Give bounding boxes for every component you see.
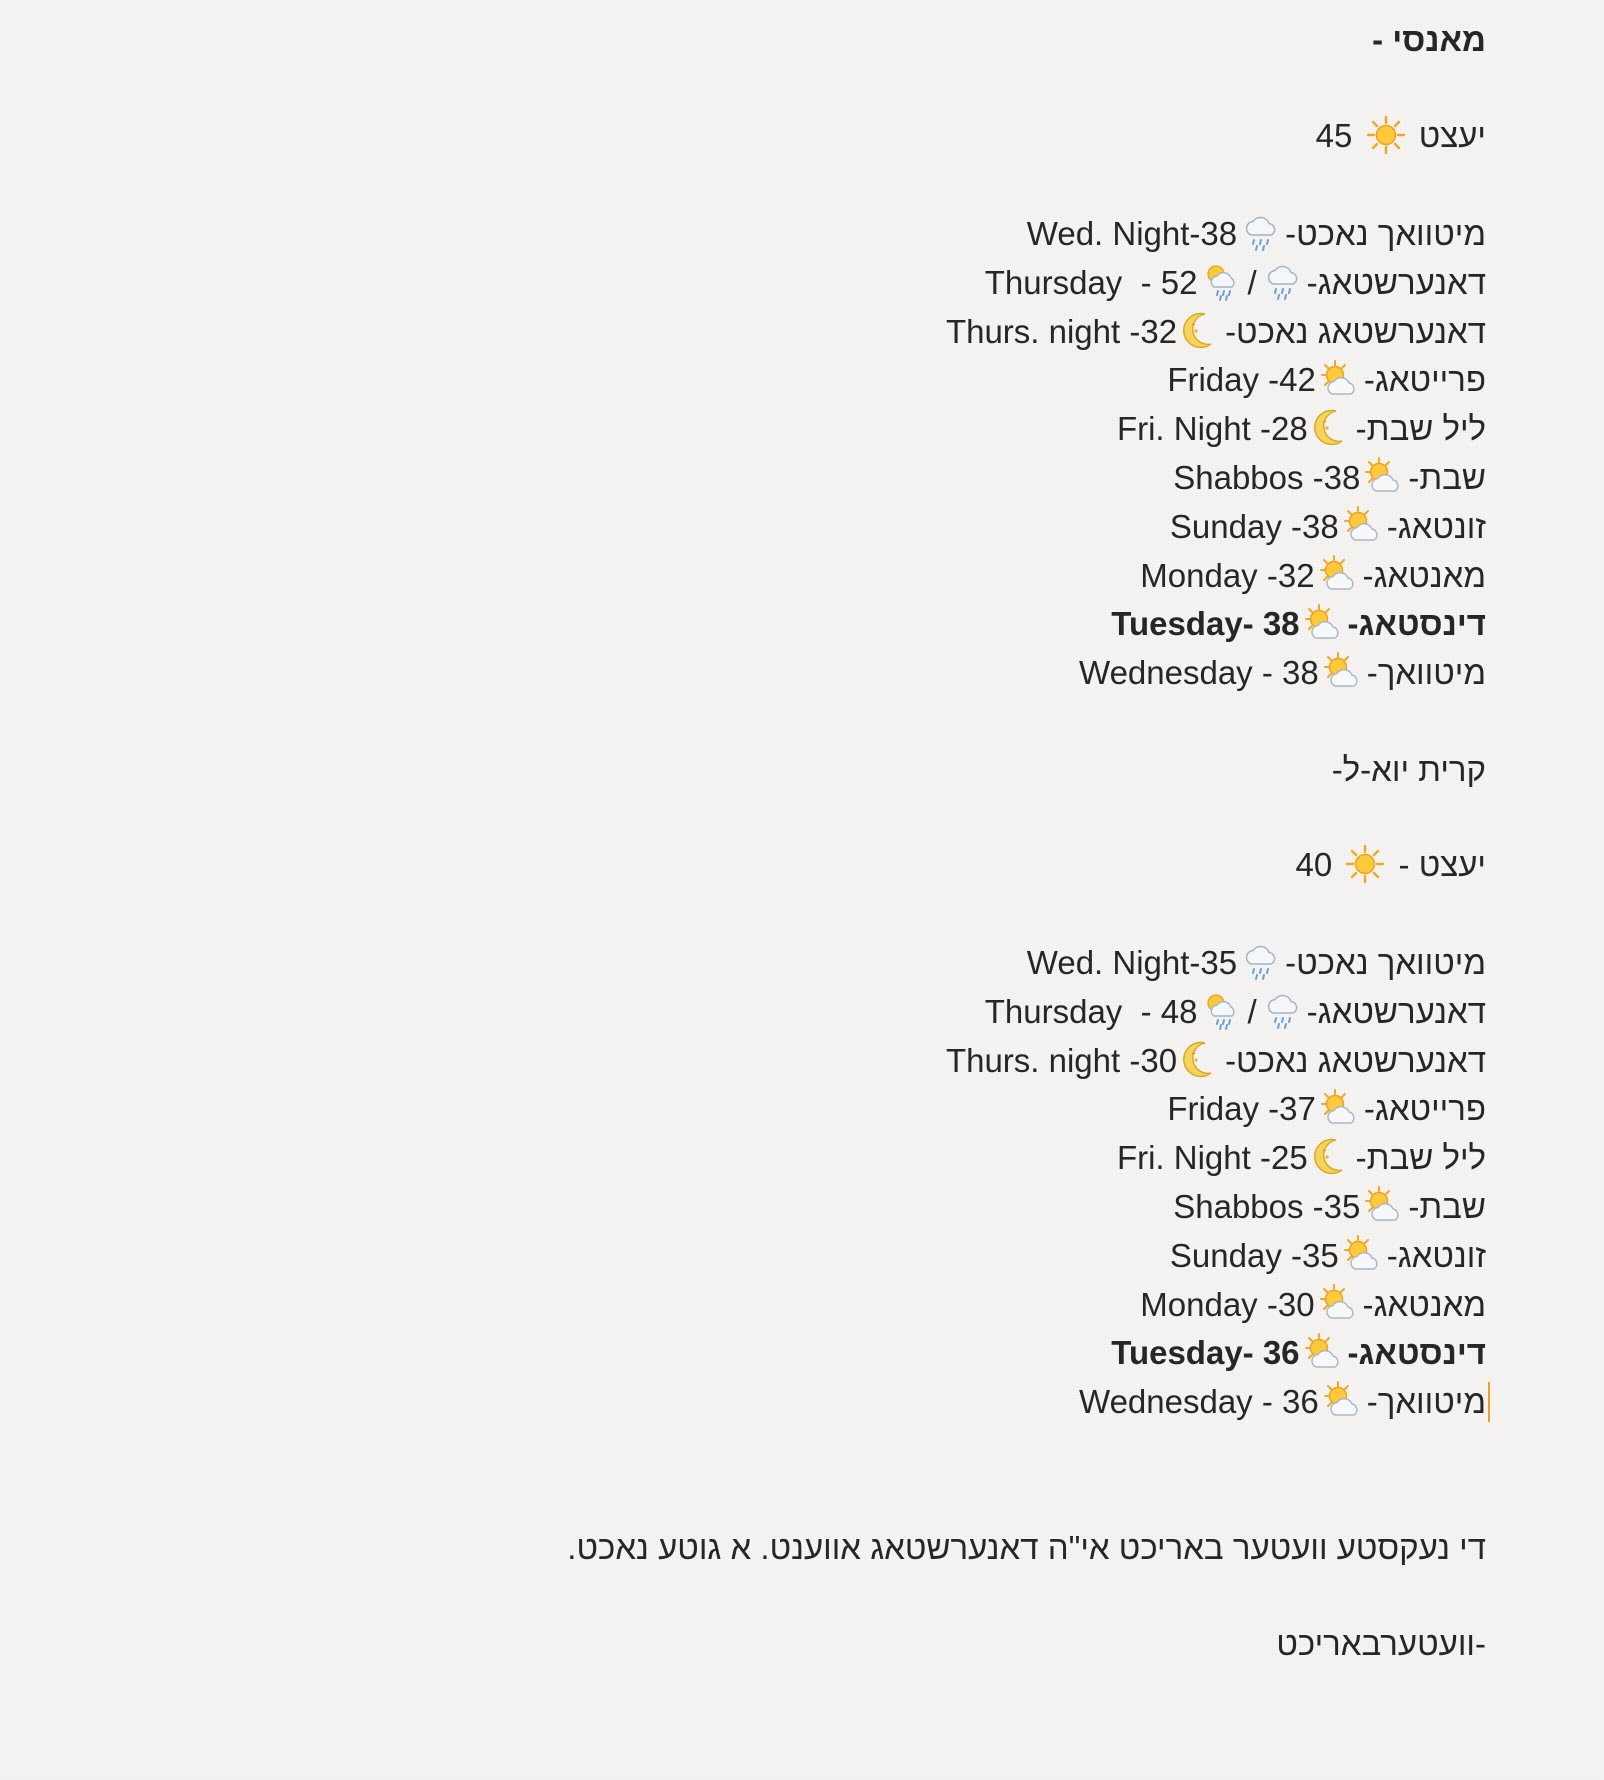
forecast-row: [1167, 1085, 1486, 1133]
forecast-day-hebrew: מיטוואך נאכט-: [1285, 215, 1486, 252]
forecast-row: [1173, 454, 1486, 502]
forecast-row: [1079, 649, 1486, 697]
sun-behind-cloud-icon: [1319, 555, 1359, 595]
sun-behind-cloud-icon: [1323, 652, 1363, 692]
sun-behind-cloud-icon: [1320, 360, 1360, 400]
forecast-row: [1117, 405, 1486, 453]
forecast-row: [1027, 939, 1486, 987]
forecast-day-temp: Thurs. night -32: [945, 312, 1178, 350]
forecast-day-hebrew: שבת-: [1408, 1188, 1486, 1225]
forecast-row: [1170, 1232, 1486, 1280]
forecast-day-hebrew: פרייטאג-: [1363, 1090, 1486, 1128]
section1-current-temp: יעצט 45: [1315, 117, 1486, 154]
forecast-row: [1117, 1134, 1486, 1182]
sun-behind-cloud-icon: [1343, 1235, 1383, 1275]
forecast-day-hebrew: דינסטאג-: [1347, 1334, 1486, 1372]
forecast-day-hebrew: דאנערשטאג נאכט-: [1225, 312, 1486, 350]
crescent-moon-icon: [1312, 1137, 1352, 1177]
forecast-day-temp: Sunday -38: [1169, 507, 1339, 545]
sun-behind-cloud-icon: [1364, 457, 1404, 497]
forecast-day-temp: Friday -37: [1167, 1090, 1316, 1128]
sun-behind-cloud-icon: [1343, 506, 1383, 546]
forecast-day-hebrew: מאנטאג-: [1362, 556, 1486, 594]
forecast-row: [1173, 1183, 1486, 1231]
rain-cloud-icon: [1241, 942, 1281, 982]
forecast-row: [1027, 210, 1486, 258]
forecast-row: [1111, 1329, 1486, 1377]
forecast-day-temp: Monday -30: [1140, 1285, 1315, 1323]
crescent-moon-icon: [1181, 311, 1221, 351]
rain-cloud-icon: [1263, 991, 1303, 1031]
forecast-day-temp: Thurs. night -30: [945, 1041, 1178, 1079]
text-cursor: [1488, 1382, 1490, 1422]
rain-cloud-icon: [1263, 262, 1303, 302]
crescent-moon-icon: [1312, 408, 1352, 448]
forecast-day-hebrew: דאנערשטאג-: [1306, 992, 1486, 1030]
forecast-day-temp: Friday -42: [1167, 361, 1316, 399]
forecast-day-temp: Monday -32: [1140, 556, 1315, 594]
sun-rain-cloud-icon: [1202, 262, 1242, 302]
crescent-moon-icon: [1181, 1040, 1221, 1080]
forecast-day-hebrew: שבת-: [1408, 459, 1486, 496]
separator-slash: /: [1247, 992, 1257, 1030]
forecast-row: [1140, 552, 1486, 600]
forecast-row: [1111, 600, 1486, 648]
forecast-day-temp: Thursday - 48: [984, 992, 1198, 1030]
forecast-day-hebrew: מיטוואך-: [1366, 1383, 1486, 1421]
forecast-day-temp: Wednesday - 36: [1079, 1383, 1319, 1421]
forecast-row: [1167, 356, 1486, 404]
sun-rain-cloud-icon: [1202, 991, 1242, 1031]
forecast-day-hebrew: מאנטאג-: [1362, 1285, 1486, 1323]
section2-title: קרית יוא-ל-: [1331, 751, 1486, 788]
sun-behind-cloud-icon: [1304, 604, 1344, 644]
forecast-day-hebrew: דינסטאג-: [1347, 605, 1486, 643]
forecast-day-temp: Sunday -35: [1169, 1236, 1339, 1274]
forecast-day-temp: Shabbos -35: [1173, 1188, 1361, 1225]
sun-icon: [1345, 844, 1385, 884]
forecast-day-hebrew: מיטוואך נאכט-: [1285, 944, 1486, 981]
section2-current-temp: יעצט - 40: [1295, 846, 1486, 883]
forecast-day-hebrew: דאנערשטאג-: [1306, 263, 1486, 301]
sun-behind-cloud-icon: [1320, 1089, 1360, 1129]
forecast-day-temp: Fri. Night -25: [1116, 1139, 1308, 1177]
forecast-day-temp: Fri. Night -28: [1116, 410, 1308, 448]
rain-cloud-icon: [1241, 213, 1281, 253]
forecast-row: [985, 259, 1486, 307]
forecast-day-temp: Tuesday- 38: [1111, 605, 1300, 643]
separator-slash: /: [1247, 263, 1257, 301]
forecast-row: [946, 1037, 1486, 1085]
forecast-day-hebrew: ליל שבת-: [1355, 1139, 1486, 1177]
forecast-row: [1140, 1281, 1486, 1329]
footer-message: די נעקסטע וועטער באריכט אי"ה דאנערשטאג אווענט. א גוטע נאכט.: [567, 1529, 1486, 1566]
footer-signature: -וועטערבאריכט: [1276, 1625, 1486, 1662]
forecast-row: [985, 988, 1486, 1036]
forecast-row: [1170, 503, 1486, 551]
forecast-day-temp: Wed. Night-38: [1026, 215, 1238, 252]
forecast-day-hebrew: זונטאג-: [1386, 507, 1486, 545]
forecast-day-temp: Tuesday- 36: [1111, 1334, 1300, 1372]
forecast-day-temp: Shabbos -38: [1173, 459, 1361, 496]
forecast-day-hebrew: פרייטאג-: [1363, 361, 1486, 399]
forecast-day-hebrew: מיטוואך-: [1366, 654, 1486, 692]
forecast-day-temp: Thursday - 52: [984, 263, 1198, 301]
sun-behind-cloud-icon: [1323, 1381, 1363, 1421]
sun-icon: [1366, 115, 1406, 155]
forecast-day-hebrew: דאנערשטאג נאכט-: [1225, 1041, 1486, 1079]
forecast-day-temp: Wed. Night-35: [1026, 944, 1238, 981]
section1-title: מאנסי -: [1372, 21, 1486, 58]
forecast-day-hebrew: ליל שבת-: [1355, 410, 1486, 448]
sun-behind-cloud-icon: [1319, 1284, 1359, 1324]
forecast-row: [1079, 1378, 1486, 1426]
forecast-day-hebrew: זונטאג-: [1386, 1236, 1486, 1274]
sun-behind-cloud-icon: [1364, 1186, 1404, 1226]
forecast-day-temp: Wednesday - 38: [1079, 654, 1319, 692]
forecast-row: [946, 308, 1486, 356]
sun-behind-cloud-icon: [1304, 1333, 1344, 1373]
